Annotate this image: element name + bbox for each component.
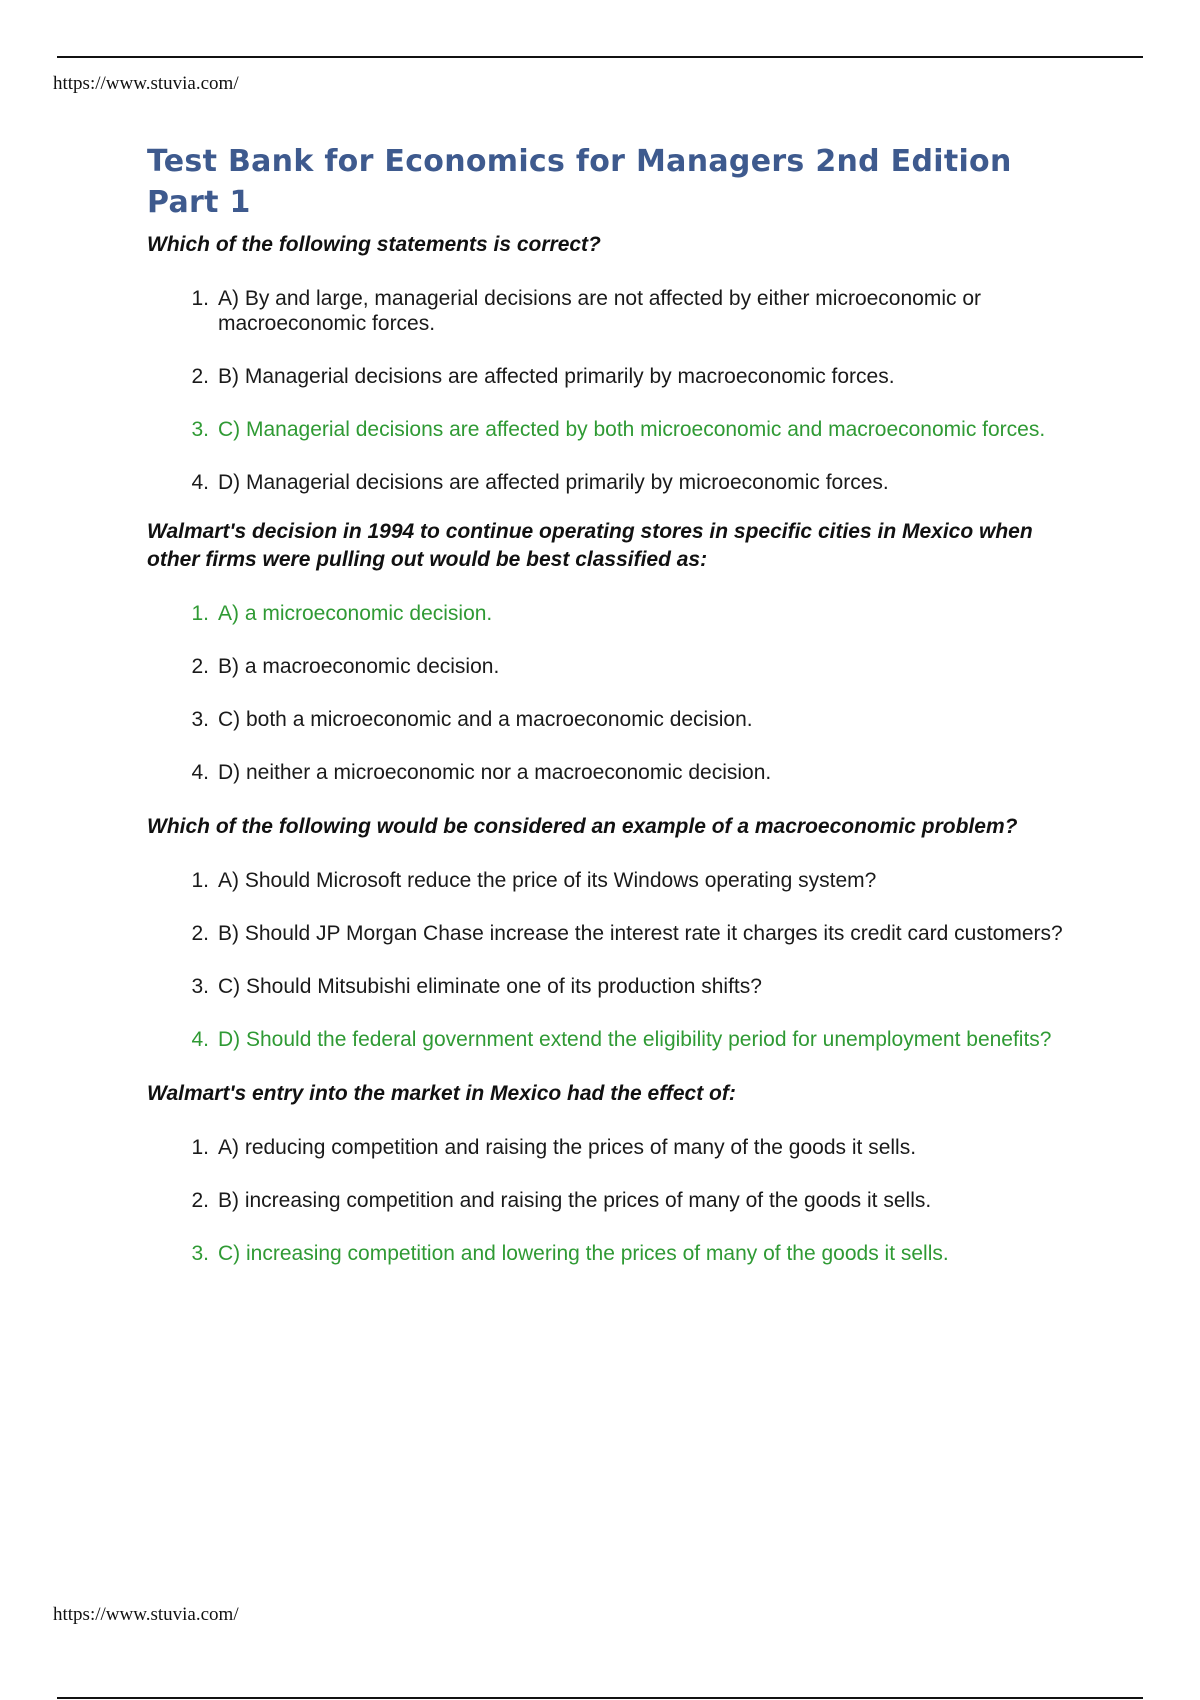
option-text: D) neither a microeconomic nor a macroeconomic decision. [218, 761, 772, 784]
question-1-option-4 [147, 470, 1077, 495]
option-text: A) Should Microsoft reduce the price of its Windows operating system? [218, 869, 877, 892]
option-number: 3. [191, 708, 209, 731]
document-body [147, 141, 1077, 1294]
option-number: 1. [191, 869, 209, 892]
bottom-rule [57, 1697, 1143, 1699]
top-rule [57, 56, 1143, 58]
question-3-option-2 [147, 921, 1077, 946]
option-number: 4. [191, 1028, 209, 1051]
option-text: B) a macroeconomic decision. [218, 655, 500, 678]
question-1-options [147, 286, 1077, 495]
header-url[interactable]: https://www.stuvia.com/ [53, 73, 239, 94]
question-1-option-1 [147, 286, 1077, 336]
question-2-option-2 [147, 654, 1077, 679]
question-2-option-1 [147, 601, 1077, 626]
option-text: B) increasing competition and raising the prices of many of the goods it sells. [218, 1189, 932, 1212]
question-4-option-1 [147, 1135, 1077, 1160]
question-1-option-3 [147, 417, 1077, 442]
option-text: B) Managerial decisions are affected primarily by macroeconomic forces. [218, 365, 895, 388]
option-number: 2. [191, 365, 209, 388]
question-2-option-4 [147, 760, 1077, 785]
option-number: 3. [191, 975, 209, 998]
option-text: C) Managerial decisions are affected by both microeconomic and macroeconomic forces. [218, 418, 1046, 441]
option-text: C) Should Mitsubishi eliminate one of its production shifts? [218, 975, 762, 998]
question-3-option-1 [147, 868, 1077, 893]
option-number: 1. [191, 602, 209, 625]
option-text: D) Managerial decisions are affected primarily by microeconomic forces. [218, 471, 889, 494]
question-1-option-2 [147, 364, 1077, 389]
footer-url[interactable]: https://www.stuvia.com/ [53, 1604, 239, 1625]
option-text: A) By and large, managerial decisions are not affected by either microeconomic or macroeconomic forces. [218, 287, 982, 335]
option-number: 3. [191, 418, 209, 441]
option-number: 3. [191, 1242, 209, 1265]
question-4-option-2 [147, 1188, 1077, 1213]
question-2-prompt: Walmart's decision in 1994 to continue operating stores in specific cities in Mexico when other firms were pulling out would be best classified as: [147, 520, 1033, 571]
question-3-options [147, 868, 1077, 1052]
option-text: D) Should the federal government extend the eligibility period for unemployment benefits? [218, 1028, 1052, 1051]
option-text: A) a microeconomic decision. [218, 602, 493, 625]
option-text: A) reducing competition and raising the prices of many of the goods it sells. [218, 1136, 917, 1159]
option-text: C) increasing competition and lowering the prices of many of the goods it sells. [218, 1242, 949, 1265]
option-number: 2. [191, 655, 209, 678]
question-4-options [147, 1135, 1077, 1266]
option-number: 1. [191, 287, 209, 310]
document-title [147, 141, 1077, 223]
option-number: 4. [191, 471, 209, 494]
option-number: 1. [191, 1136, 209, 1159]
question-1-prompt: Which of the following statements is correct? [147, 233, 601, 256]
option-number: 4. [191, 761, 209, 784]
option-text: C) both a microeconomic and a macroeconomic decision. [218, 708, 753, 731]
option-number: 2. [191, 1189, 209, 1212]
question-2-options [147, 601, 1077, 785]
question-4-prompt: Walmart's entry into the market in Mexico had the effect of: [147, 1082, 736, 1105]
option-number: 2. [191, 922, 209, 945]
question-3-prompt: Which of the following would be considered an example of a macroeconomic problem? [147, 815, 1018, 838]
question-3-option-3 [147, 974, 1077, 999]
question-3-option-4 [147, 1027, 1077, 1052]
question-2-option-3 [147, 707, 1077, 732]
title-line-1: Test Bank for Economics for Managers 2nd Edition [147, 144, 1012, 179]
title-line-2: Part 1 [147, 185, 251, 220]
question-4-option-3 [147, 1241, 1077, 1266]
option-text: B) Should JP Morgan Chase increase the interest rate it charges its credit card customers? [218, 922, 1063, 945]
